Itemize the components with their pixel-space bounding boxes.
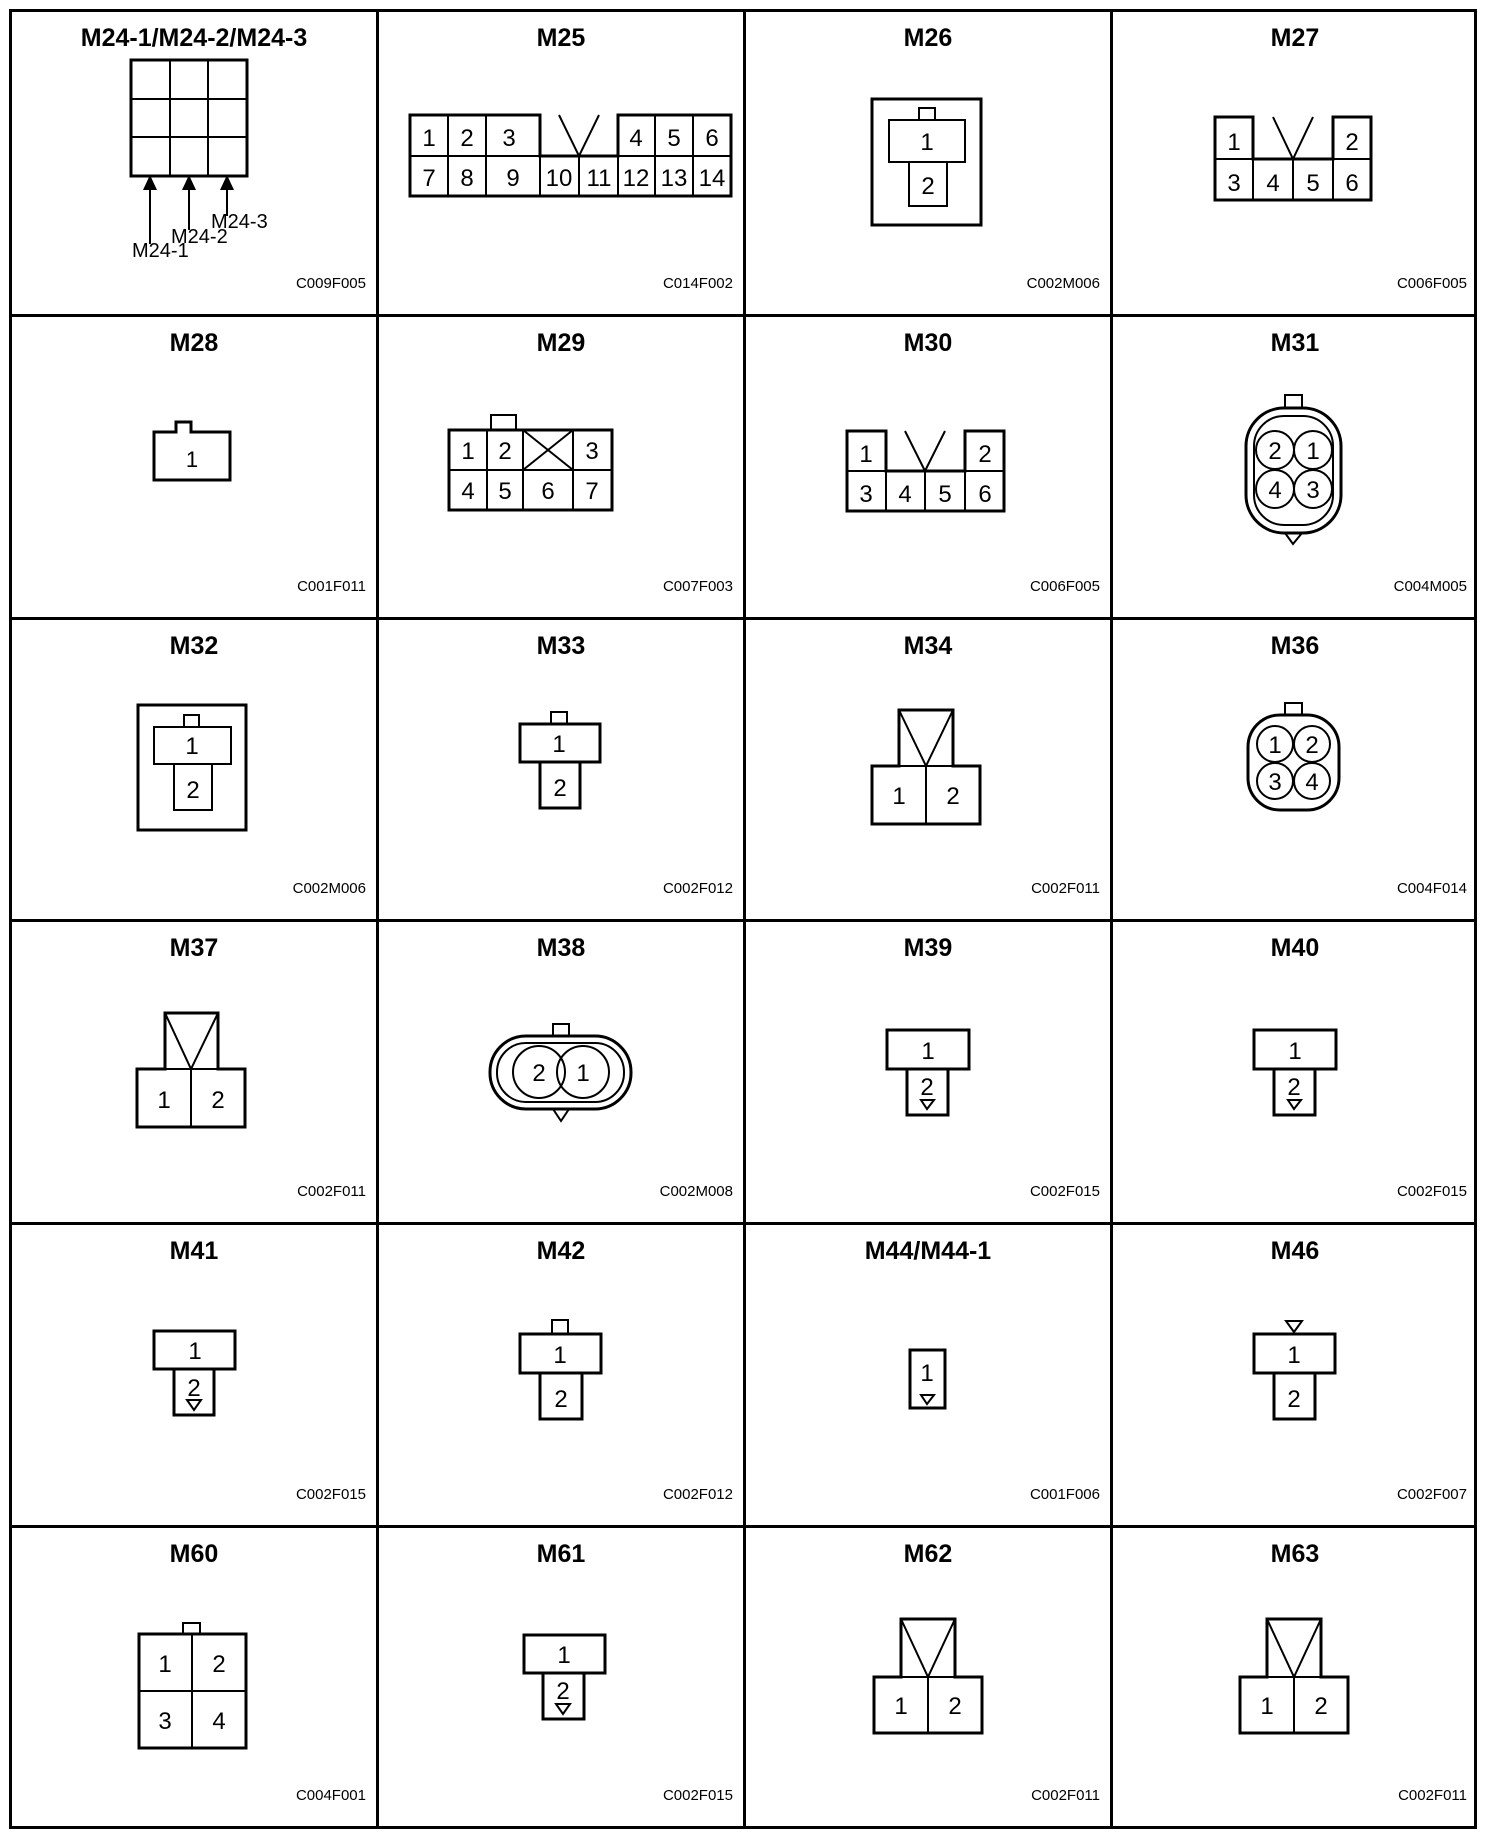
part-code: C002F011 [1398, 1787, 1467, 1804]
connector-diagram-m32 [12, 620, 376, 919]
pin-number: 4 [1305, 769, 1319, 796]
connector-diagram-m46 [1113, 1225, 1477, 1525]
connector-title: M32 [169, 632, 219, 660]
pin-number: 1 [158, 1651, 172, 1678]
pin-number: 2 [921, 173, 935, 200]
part-code: C002F015 [1396, 1183, 1467, 1200]
connector-diagram-m38 [379, 922, 743, 1222]
pin-number: 3 [859, 481, 873, 508]
part-code: C002F011 [1031, 880, 1100, 897]
pin-number: 1 [157, 1087, 171, 1114]
connector-cell-m26 [746, 12, 1110, 314]
pin-number: 4 [1268, 477, 1282, 504]
part-code: C002F012 [662, 1486, 733, 1503]
part-code: C002F012 [662, 880, 733, 897]
pin-number: 5 [1306, 170, 1320, 197]
pin-number: 2 [460, 125, 474, 152]
pin-number: 3 [158, 1708, 172, 1735]
connector-cell-m60 [12, 1528, 376, 1826]
connector-title: M31 [1270, 329, 1320, 357]
pin-number: 1 [461, 438, 475, 465]
connector-title: M39 [903, 934, 953, 962]
connector-diagram-m63 [1113, 1528, 1477, 1826]
part-code: C002F007 [1396, 1486, 1467, 1503]
part-code: C002F011 [297, 1183, 366, 1200]
pin-number: 2 [1287, 1074, 1301, 1101]
connector-title: M28 [169, 329, 219, 357]
connector-diagram-m25 [379, 12, 743, 314]
pin-number: 2 [186, 777, 200, 804]
connector-diagram-m24 [12, 12, 376, 314]
connector-grid [9, 9, 1477, 1829]
pin-number: 3 [1268, 769, 1282, 796]
pin-number: 4 [1266, 170, 1280, 197]
connector-diagram-m33 [379, 620, 743, 919]
pin-number: 2 [187, 1375, 201, 1402]
connector-diagram-m31 [1113, 317, 1477, 617]
connector-diagram-m61 [379, 1528, 743, 1826]
connector-title: M46 [1270, 1237, 1320, 1265]
connector-cell-m28 [12, 317, 376, 617]
part-code: C004F014 [1396, 880, 1467, 897]
pin-number: 11 [586, 165, 612, 192]
pin-number: 7 [422, 165, 436, 192]
connector-cell-m32 [12, 620, 376, 919]
connector-cell-m37 [12, 922, 376, 1222]
pin-label: M24-1 [132, 240, 189, 262]
pin-number: 1 [553, 1342, 567, 1369]
pin-number: 1 [859, 441, 873, 468]
pin-number: 8 [460, 165, 474, 192]
part-code: C001F011 [297, 578, 366, 595]
connector-cell-m25 [379, 12, 743, 314]
pin-number: 2 [211, 1087, 225, 1114]
pin-number: 2 [212, 1651, 226, 1678]
pin-number: 9 [506, 165, 520, 192]
connector-diagram-m41 [12, 1225, 376, 1525]
connector-title: M61 [536, 1540, 586, 1568]
connector-title: M30 [903, 329, 953, 357]
pin-number: 10 [545, 165, 573, 192]
pin-number: 4 [461, 478, 475, 505]
pin-number: 4 [629, 125, 643, 152]
connector-diagram-m29 [379, 317, 743, 617]
pin-number: 1 [185, 447, 199, 472]
connector-title: M41 [169, 1237, 219, 1265]
connector-title: M25 [536, 24, 586, 52]
connector-title: M38 [536, 934, 586, 962]
connector-title: M63 [1270, 1540, 1320, 1568]
part-code: C009F005 [295, 275, 366, 292]
part-code: C001F006 [1029, 1486, 1100, 1503]
pin-number: 6 [705, 125, 719, 152]
pin-number: 7 [585, 478, 599, 505]
pin-number: 1 [188, 1338, 202, 1365]
connector-cell-m42 [379, 1225, 743, 1525]
part-code: C007F003 [662, 578, 733, 595]
part-code: C006F005 [1396, 275, 1467, 292]
connector-cell-m46 [1113, 1225, 1477, 1525]
pin-number: 2 [1268, 438, 1282, 465]
pin-number: 1 [1227, 129, 1241, 156]
pin-number: 1 [920, 1360, 934, 1387]
connector-cell-m29 [379, 317, 743, 617]
connector-cell-m44 [746, 1225, 1110, 1525]
connector-title: M27 [1270, 24, 1320, 52]
pin-number: 2 [554, 1386, 568, 1413]
pin-number: 3 [1306, 477, 1320, 504]
connector-diagram-m27 [1113, 12, 1477, 314]
pin-number: 2 [948, 1693, 962, 1720]
connector-cell-m34 [746, 620, 1110, 919]
connector-cell-m30 [746, 317, 1110, 617]
connector-cell-m38 [379, 922, 743, 1222]
connector-diagram-m36 [1113, 620, 1477, 919]
pin-number: 1 [185, 733, 199, 760]
pin-number: 6 [541, 478, 555, 505]
connector-title: M33 [536, 632, 586, 660]
pin-number: 3 [585, 438, 599, 465]
part-code: C002F015 [295, 1486, 366, 1503]
pin-number: 5 [667, 125, 681, 152]
pin-number: 2 [1287, 1386, 1301, 1413]
pin-number: 2 [978, 441, 992, 468]
pin-number: 6 [1345, 170, 1359, 197]
pin-number: 1 [894, 1693, 908, 1720]
pin-number: 13 [660, 165, 688, 192]
part-code: C014F002 [662, 275, 733, 292]
part-code: C002M006 [292, 880, 366, 897]
connector-diagram-m44 [746, 1225, 1110, 1525]
pin-number: 3 [1227, 170, 1241, 197]
pin-number: 2 [1305, 732, 1319, 759]
connector-cell-m36 [1113, 620, 1477, 919]
pin-number: 14 [698, 165, 726, 192]
pin-number: 1 [1287, 1342, 1301, 1369]
pin-number: 4 [898, 481, 912, 508]
connector-title: M44/M44-1 [864, 1237, 992, 1265]
pin-number: 2 [1314, 1693, 1328, 1720]
pin-number: 1 [422, 125, 436, 152]
pin-number: 1 [557, 1642, 571, 1669]
part-code: C002F015 [662, 1787, 733, 1804]
connector-cell-m41 [12, 1225, 376, 1525]
pin-number: 1 [1268, 732, 1282, 759]
connector-title: M42 [536, 1237, 586, 1265]
connector-title: M62 [903, 1540, 953, 1568]
pin-number: 4 [212, 1708, 226, 1735]
pin-number: 2 [1345, 129, 1359, 156]
connector-cell-m63 [1113, 1528, 1477, 1826]
part-code: C006F005 [1029, 578, 1100, 595]
pin-number: 12 [622, 165, 650, 192]
connector-diagram-m26 [746, 12, 1110, 314]
connector-title: M24-1/M24-2/M24-3 [80, 24, 308, 52]
connector-title: M37 [169, 934, 219, 962]
part-code: C004M005 [1393, 578, 1467, 595]
pin-number: 2 [553, 775, 567, 802]
pin-number: 5 [938, 481, 952, 508]
pin-number: 1 [576, 1060, 590, 1087]
connector-cell-m27 [1113, 12, 1477, 314]
connector-cell-m62 [746, 1528, 1110, 1826]
connector-cell-m24 [12, 12, 376, 314]
connector-diagram-m40 [1113, 922, 1477, 1222]
pin-number: 1 [892, 783, 906, 810]
connector-title: M40 [1270, 934, 1320, 962]
pin-number: 2 [498, 438, 512, 465]
pin-number: 1 [552, 731, 566, 758]
connector-diagram-m62 [746, 1528, 1110, 1826]
part-code: C002F015 [1029, 1183, 1100, 1200]
connector-diagram-m28 [12, 317, 376, 617]
pin-number: 3 [502, 125, 516, 152]
connector-title: M26 [903, 24, 953, 52]
connector-diagram-m37 [12, 922, 376, 1222]
connector-diagram-m34 [746, 620, 1110, 919]
connector-cell-m31 [1113, 317, 1477, 617]
connector-diagram-m39 [746, 922, 1110, 1222]
pin-number: 1 [920, 129, 934, 156]
part-code: C002F011 [1031, 1787, 1100, 1804]
pin-number: 1 [1306, 438, 1320, 465]
connector-cell-m39 [746, 922, 1110, 1222]
pin-number: 2 [946, 783, 960, 810]
pin-number: 5 [498, 478, 512, 505]
pin-number: 6 [978, 481, 992, 508]
connector-cell-m33 [379, 620, 743, 919]
connector-diagram-m60 [12, 1528, 376, 1826]
part-code: C002M006 [1026, 275, 1100, 292]
connector-title: M29 [536, 329, 586, 357]
connector-title: M36 [1270, 632, 1320, 660]
connector-title: M60 [169, 1540, 219, 1568]
connector-cell-m61 [379, 1528, 743, 1826]
pin-label: M24-2 [171, 226, 228, 248]
pin-number: 1 [1288, 1038, 1302, 1065]
connector-cell-m40 [1113, 922, 1477, 1222]
pin-number: 2 [556, 1678, 570, 1705]
pin-number: 2 [532, 1060, 546, 1087]
pin-label: M24-3 [211, 211, 268, 233]
connector-title: M34 [903, 632, 953, 660]
part-code: C004F001 [295, 1787, 366, 1804]
connector-diagram-m30 [746, 317, 1110, 617]
connector-diagram-m42 [379, 1225, 743, 1525]
pin-number: 1 [1260, 1693, 1274, 1720]
pin-number: 1 [921, 1038, 935, 1065]
pin-number: 2 [920, 1074, 934, 1101]
part-code: C002M008 [659, 1183, 733, 1200]
